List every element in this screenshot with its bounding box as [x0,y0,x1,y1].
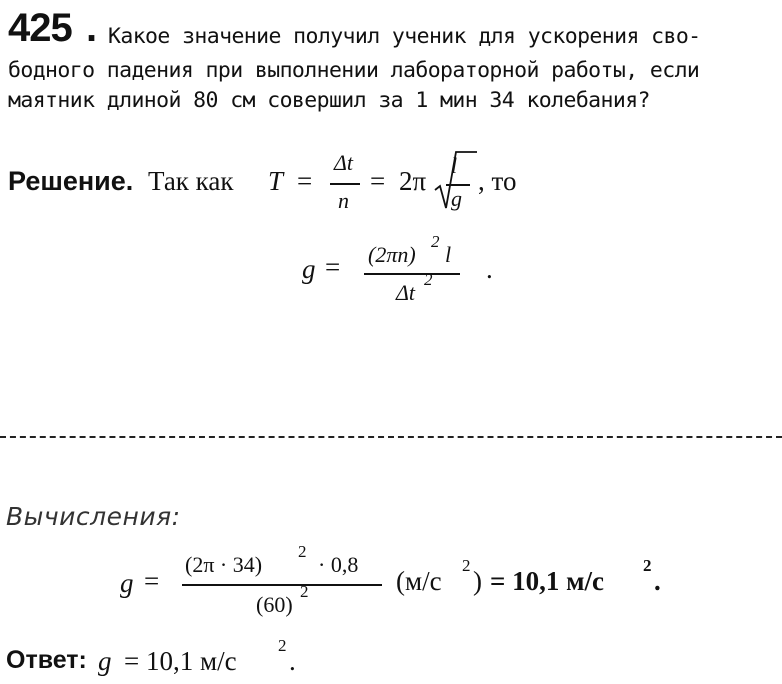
formula-denominator-exponent: 2 [424,270,433,289]
calc-numerator-exponent: 2 [298,542,307,561]
period-symbol: T [268,166,284,196]
fraction-bar-1 [330,183,360,185]
solution-intro: Так как [148,166,234,196]
calc-result-end: . [654,566,661,596]
problem-text-line-1: Какое значение получил ученик для ускорения сво- [108,24,701,49]
calc-fraction-bar [182,584,382,586]
calc-result-exponent: 2 [643,556,652,575]
equals-sign-2: = [370,166,386,196]
sqrt-denominator-g: g [451,186,462,211]
equals-sign-1: = [297,166,313,196]
formula-period: . [486,254,493,284]
calc-g-symbol: g [120,568,134,598]
problem-text-line-2: бодного падения при выполнении лабораторной работы, если [8,58,700,83]
dashed-separator [0,436,782,438]
answer-exponent: 2 [278,636,287,655]
then-text: , то [478,166,517,196]
calc-result: = 10,1 м/с [490,566,605,596]
g-symbol: g [302,254,316,284]
calc-numerator: (2π · 34) [185,552,263,577]
answer-value: = 10,1 м/с [124,646,237,676]
problem-text-line-3: маятник длиной 80 см совершил за 1 мин 34 колебания? [8,88,650,113]
formula-denominator: Δt [396,280,416,305]
problem-number: 425 [8,6,72,50]
equals-sign-3: = [325,252,341,282]
fraction-numerator-delta-t: Δt [334,150,354,175]
calc-equals: = [144,566,160,596]
fraction-bar-3 [364,273,460,275]
sqrt-numerator-l: l [451,153,458,178]
formula-numerator-l: l [445,242,452,267]
formula-numerator-exponent: 2 [431,232,440,251]
calc-unit: (м/с [396,566,442,596]
answer-g-symbol: g [98,646,112,676]
two-pi: 2π [399,166,427,196]
calc-denominator-exponent: 2 [300,582,309,601]
calc-denominator: (60) [256,592,293,617]
calc-unit-exponent: 2 [462,556,471,575]
calc-numerator-rest: · 0,8 [318,552,359,577]
formula-numerator: (2πn) [368,242,416,267]
answer-end: . [289,646,296,676]
answer-label: Ответ: [6,646,87,674]
calc-unit-close: ) [473,566,482,596]
solution-label: Решение. [8,166,134,196]
problem-number-dot: . [86,6,98,50]
calc-label: Вычисления: [6,502,181,531]
fraction-denominator-n: n [338,188,349,213]
